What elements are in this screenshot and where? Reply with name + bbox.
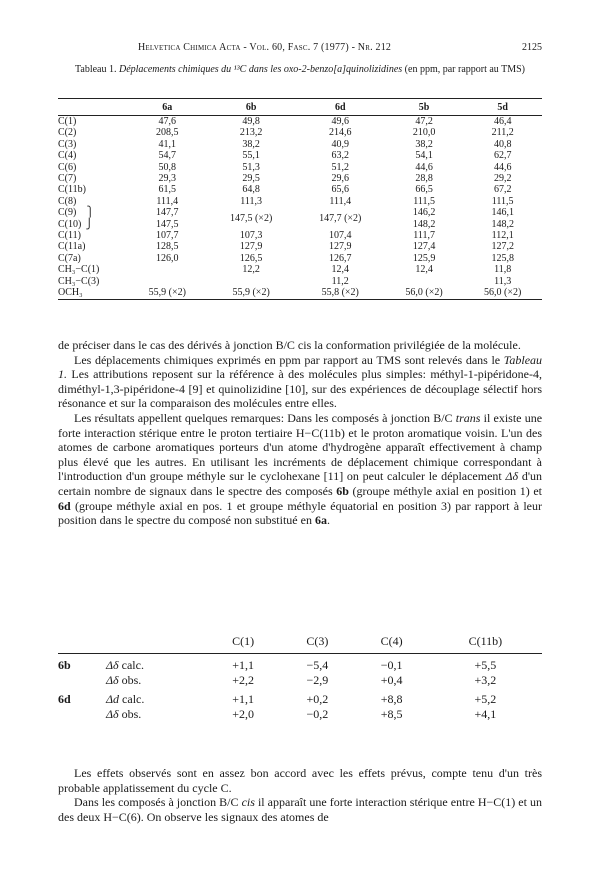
delta-symbol: Δδ xyxy=(505,469,519,484)
table1-row xyxy=(58,150,542,161)
table2-row xyxy=(58,688,542,707)
paragraph xyxy=(58,353,542,411)
row-label: C(11b) xyxy=(58,184,86,196)
table1-cell: 147,5 (×2) xyxy=(229,212,273,224)
table1-cell: 208,5 xyxy=(156,127,179,139)
table1-cell: 29,6 xyxy=(331,173,349,185)
table2-row xyxy=(58,654,542,674)
paragraph xyxy=(58,766,542,795)
table1-cell: 127,9 xyxy=(239,241,263,253)
row-label: C(10) ⎭ xyxy=(58,218,93,230)
paragraph xyxy=(58,338,542,353)
table1-cell: 54,7 xyxy=(158,150,177,162)
table2-header-cell: C(11b) xyxy=(429,633,542,654)
table2-header-cell: C(4) xyxy=(354,633,428,654)
table1-cell: 38,2 xyxy=(242,138,260,150)
table1-cell: 55,9 (×2) xyxy=(207,287,296,299)
table1-header-cell: 5d xyxy=(463,99,542,116)
table2-cell: +5,2 xyxy=(474,692,497,706)
table1-cell: 61,5 xyxy=(158,184,177,196)
table1-cell: 11,2 xyxy=(331,275,349,287)
table1-cell: 41,1 xyxy=(158,138,177,150)
table1-caption xyxy=(58,64,542,76)
table1-cell: 12,2 xyxy=(242,264,260,276)
paragraph xyxy=(58,411,542,528)
row-label: C(9) ⎫ xyxy=(58,207,94,219)
row-label: C(7a) xyxy=(58,252,81,264)
table1-cell: 125,8 xyxy=(491,252,514,264)
table2-cell: −2,9 xyxy=(306,673,329,687)
table1-cell: 147,7 (×2) xyxy=(319,212,362,224)
compound-label: 6b xyxy=(58,658,71,672)
compound-label xyxy=(58,707,106,722)
table2-header-blank xyxy=(58,633,106,654)
table1-header-cell: 6b xyxy=(207,99,296,116)
table1-cell: 146,2 xyxy=(412,207,436,219)
table1-cell: 211,2 xyxy=(491,127,514,139)
body-text-lower xyxy=(58,766,542,824)
table1-cell: 54,1 xyxy=(415,150,433,162)
table1 xyxy=(58,98,542,300)
table1-row xyxy=(58,116,542,128)
table1-cell: 210,0 xyxy=(412,127,436,139)
table1-cell: 11,8 xyxy=(494,264,512,276)
kind-label: obs. xyxy=(121,673,142,687)
brace-top-icon: ⎫ xyxy=(86,207,94,219)
table2-cell: +1,1 xyxy=(232,658,254,672)
table1-cell: 62,7 xyxy=(493,150,512,162)
delta-symbol: Δδ xyxy=(106,707,119,721)
row-label: CH₃−C(1) xyxy=(58,264,100,276)
table1-row xyxy=(58,230,542,241)
delta-symbol: Δδ xyxy=(106,673,119,687)
paragraph-text: Dans les composés à jonction B/C xyxy=(74,795,239,810)
row-label: C(4) xyxy=(58,150,77,162)
table1-cell: 44,6 xyxy=(493,161,512,173)
table1-cell: 44,6 xyxy=(415,161,433,173)
paragraph-text: Les effets observés sont en assez bon accord avec les effets prévus, compte tenu d'un très probable applatissement du cycle C. xyxy=(58,766,542,795)
table1-cell: 111,4 xyxy=(156,195,179,207)
table1-cell: 148,2 xyxy=(412,218,436,230)
table2-cell: +2,0 xyxy=(232,707,254,721)
row-label: C(3) xyxy=(58,138,77,150)
table1-cell: 50,8 xyxy=(158,161,177,173)
table2-row xyxy=(58,673,542,688)
journal-citation: Helvetica Chimica Acta - Vol. 60, Fasc. 7 (1977) - Nr. 212 xyxy=(138,42,392,53)
table1-cell: 40,8 xyxy=(493,138,512,150)
table1-row xyxy=(58,207,542,218)
delta-symbol: Δd xyxy=(106,692,120,706)
table1-cell: 46,4 xyxy=(493,116,512,127)
row-label: C(8) xyxy=(58,195,77,207)
row-label: C(6) xyxy=(58,161,77,173)
kind-label: calc. xyxy=(122,692,145,706)
table2-row xyxy=(58,707,542,722)
kind-label: calc. xyxy=(121,658,144,672)
table2-header-cell: C(1) xyxy=(206,633,280,654)
table1-cell: 67,2 xyxy=(493,184,512,196)
table1-cell: 56,0 (×2) xyxy=(385,287,464,299)
table1-cell: 12,4 xyxy=(415,264,433,276)
table1-row xyxy=(58,127,542,138)
table1-caption-prefix: Tableau 1. xyxy=(74,64,117,75)
italic-term: cis xyxy=(241,795,255,810)
paragraph-text: . xyxy=(326,513,330,528)
table1-caption-title: Déplacements chimiques du ¹³C dans les oxo-2-benzo[a]quinolizidines xyxy=(118,64,403,75)
table1-cell: 55,9 (×2) xyxy=(128,287,207,299)
paragraph-text: il existe une forte interaction stérique entre le proton tertiaire H−C(11b) et le proton aromatique voisin. L'un des atomes de carbone aromatiques porteurs d'un atome d'hydrogène apparaît effectivement à champ plus élevé que les autres. En utilisant les incréments de déplacement chimique correspondant à l'introduction d'un groupe méthyle sur le cyclohexane [11] on peut calculer le déplacement xyxy=(58,410,543,484)
table1-row xyxy=(58,287,542,299)
measure-kind xyxy=(106,688,206,707)
table2-cell: −0,1 xyxy=(380,658,403,672)
kind-label: obs. xyxy=(121,707,142,721)
table1-header-row xyxy=(58,99,542,116)
table1-caption-suffix: (en ppm, par rapport au TMS) xyxy=(404,64,526,75)
table1-cell: 214,6 xyxy=(328,127,352,139)
paragraph-text: (groupe méthyle axial en pos. 1 et groupe méthyle équatorial en position 3) par rapport à leur position dans le spectre du composé non substitué en xyxy=(58,498,542,528)
table1-cell: 112,1 xyxy=(491,230,514,242)
paragraph-text: d'un certain nombre de signaux dans le spectre des composés xyxy=(58,469,543,498)
table1-cell xyxy=(207,276,296,287)
table1-cell: 125,9 xyxy=(412,252,436,264)
table1-cell: 47,6 xyxy=(158,116,177,127)
compound-label: 6d xyxy=(58,692,71,706)
table1-cell: 29,3 xyxy=(158,173,177,185)
measure-kind xyxy=(106,673,206,688)
table2-cell: +2,2 xyxy=(232,673,254,687)
table1-header-blank xyxy=(58,99,128,116)
table1-cell: 29,2 xyxy=(493,173,512,185)
table1-cell: 146,1 xyxy=(491,207,514,219)
table1-cell: 111,4 xyxy=(329,195,352,207)
table1-cell: 111,7 xyxy=(413,230,435,242)
table2-cell: +8,5 xyxy=(380,707,403,721)
table1-cell: 51,2 xyxy=(331,161,349,173)
row-label: C(1) xyxy=(58,116,77,127)
table2-cell: +0,4 xyxy=(380,673,403,687)
table1-cell: 49,8 xyxy=(242,116,260,127)
delta-symbol: Δδ xyxy=(106,658,119,672)
table2-body xyxy=(58,654,542,723)
row-label: C(11) xyxy=(58,230,81,242)
table1-cell: 107,7 xyxy=(156,230,179,242)
table1-cell: 47,2 xyxy=(415,116,433,127)
table1-header-cell: 6a xyxy=(128,99,207,116)
page-number: 2125 xyxy=(522,42,542,53)
table1-cell: 28,8 xyxy=(415,173,433,185)
paragraph-text: Les attributions reposent sur la référence à des molécules plus simples: méthyl-1-pipéridone-4, diméthyl-1,3-pipéridone-4 [9] et quinolizidine [10], sur des expériences de découplage sélectif hors résonance et sur la comparaison des molécules entre elles. xyxy=(58,367,543,411)
table1-cell: 49,6 xyxy=(331,116,349,127)
table1-cell: 107,4 xyxy=(328,230,352,242)
table1-cell: 127,9 xyxy=(328,241,352,253)
table1-header-cell: 5b xyxy=(385,99,464,116)
table1-cell: 65,6 xyxy=(331,184,349,196)
table2-cell: −0,2 xyxy=(306,707,329,721)
table2-header-cell: C(3) xyxy=(280,633,354,654)
paragraph-text: (groupe méthyle axial en position 1) et xyxy=(352,483,543,498)
table1-cell: 40,9 xyxy=(331,138,349,150)
table1-cell: 126,7 xyxy=(328,252,352,264)
row-label: CH₃−C(3) xyxy=(58,275,100,287)
table1-cell: 148,2 xyxy=(491,218,514,230)
table1-cell: 55,1 xyxy=(242,150,260,162)
table2-cell: +3,2 xyxy=(474,673,497,687)
table1-cell: 111,5 xyxy=(491,195,514,207)
table1-row xyxy=(58,253,542,264)
table1-cell: 12,4 xyxy=(331,264,349,276)
table1-row xyxy=(58,139,542,150)
brace-bottom-icon: ⎭ xyxy=(85,218,93,230)
table1-cell: 11,3 xyxy=(494,275,512,287)
table1-row xyxy=(58,264,542,275)
row-label: C(11a) xyxy=(58,241,86,253)
table-reference: Tableau 1. xyxy=(58,352,543,382)
row-label: C(7) xyxy=(58,173,77,185)
table1-cell: 147,5 xyxy=(156,218,179,230)
table1-cell: 64,8 xyxy=(242,184,260,196)
paragraph-text: de préciser dans le cas des dérivés à jonction B/C cis la conformation privilégiée de la molécule. xyxy=(58,338,521,352)
table1-cell: 147,7 xyxy=(156,207,179,219)
table1-cell: 63,2 xyxy=(331,150,349,162)
compound-ref: 6d xyxy=(58,498,71,513)
compound-label xyxy=(58,673,106,688)
table1-cell: 51,3 xyxy=(242,161,260,173)
table1-cell: 127,2 xyxy=(491,241,514,253)
table1-cell: 126,0 xyxy=(156,252,179,264)
table1-cell: 213,2 xyxy=(239,127,263,139)
table1-cell: 126,5 xyxy=(239,252,263,264)
table1-row xyxy=(58,276,542,287)
paragraph xyxy=(58,795,542,824)
table1-cell: 55,8 (×2) xyxy=(296,287,385,299)
table1-cell: 56,0 (×2) xyxy=(463,287,542,299)
table2-cell: +0,2 xyxy=(306,692,329,706)
table1-cell: 38,2 xyxy=(415,138,433,150)
row-label: OCH₃ xyxy=(58,287,128,299)
table1-row xyxy=(58,162,542,173)
table2-cell: +1,1 xyxy=(232,692,254,706)
table1-header-cell: 6d xyxy=(296,99,385,116)
compound-ref: 6a xyxy=(314,513,327,528)
table2-cell: +5,5 xyxy=(474,658,497,672)
row-label: C(2) xyxy=(58,127,77,139)
table1-cell xyxy=(385,276,464,287)
table1-cell: 29,5 xyxy=(242,173,260,185)
measure-kind xyxy=(106,654,206,674)
table1-row xyxy=(58,196,542,207)
table1-cell: 111,5 xyxy=(413,195,435,207)
table2-header-row xyxy=(58,633,542,654)
table1-cell: 66,5 xyxy=(415,184,433,196)
body-text xyxy=(58,338,542,528)
paragraph-text: Les déplacements chimiques exprimés en ppm par rapport au TMS sont relevés dans le xyxy=(74,352,501,367)
table1-cell: 127,4 xyxy=(412,241,436,253)
table1-cell xyxy=(128,276,207,287)
table1-row xyxy=(58,184,542,195)
paragraph-text: il apparaît une forte interaction stérique entre H−C(1) et un des deux H−C(6). On observe les signaux des atomes de xyxy=(58,795,542,824)
table1-body xyxy=(58,116,542,300)
table1-cell xyxy=(128,264,207,275)
table2-cell: −5,4 xyxy=(306,658,329,672)
table2-header-blank xyxy=(106,633,206,654)
table2-cell: +8,8 xyxy=(380,692,403,706)
measure-kind xyxy=(106,707,206,722)
italic-term: trans xyxy=(455,410,481,425)
table1-cell: 107,3 xyxy=(239,230,263,242)
table2-cell: +4,1 xyxy=(474,707,497,721)
table1-row xyxy=(58,241,542,252)
table1-row xyxy=(58,173,542,184)
paragraph-text: Les résultats appellent quelques remarques: Dans les composés à jonction B/C xyxy=(74,410,453,425)
compound-ref: 6b xyxy=(336,483,349,498)
table1-cell: 111,3 xyxy=(240,195,263,207)
table1-cell: 128,5 xyxy=(156,241,179,253)
table2 xyxy=(58,633,542,722)
